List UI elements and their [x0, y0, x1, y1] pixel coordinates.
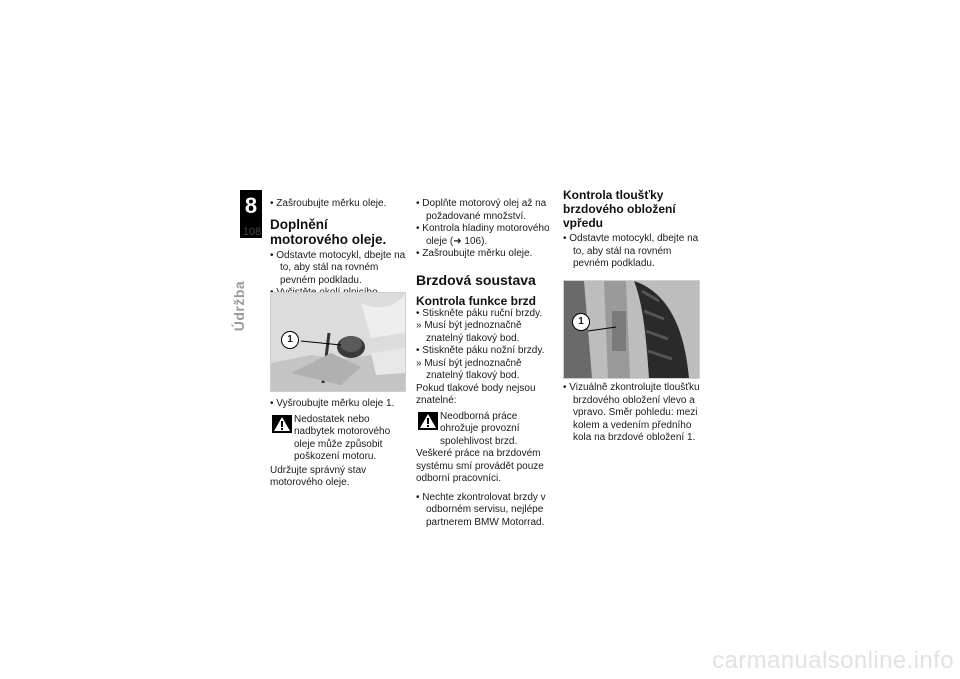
heading-brake-function: Kontrola funkce brzd	[416, 293, 537, 308]
column-3	[563, 188, 703, 271]
column-1-lower	[270, 398, 408, 490]
brake-work-note: Veškeré práce na brzdovém systému smí provádět pouze odborní pracovníci.	[416, 448, 544, 484]
page-number: 108	[242, 226, 262, 238]
section-side-label	[232, 276, 272, 336]
step-park-motorcycle-2: • Odstavte motocykl, dbejte na to, aby stál na rovném pevném podkladu.	[563, 233, 699, 269]
warning-icon	[272, 415, 292, 433]
step-park-motorcycle: • Odstavte motocykl, dbejte na to, aby stál na rovném pevném podkladu.	[270, 249, 406, 286]
brake-pad-photo	[563, 280, 700, 379]
step-unscrew-dipstick: • Vyšroubujte měrku oleje 1.	[270, 398, 395, 409]
step-hand-brake: • Stiskněte páku ruční brzdy.	[416, 307, 543, 319]
heading-brake-pad-thickness: Kontrola tloušťky brzdového obložení vpředu	[563, 188, 676, 230]
oil-warning	[270, 414, 408, 464]
callout-1: 1	[572, 313, 590, 331]
heading-oil-refill: Doplnění motorového oleje.	[270, 216, 387, 247]
oil-filler-photo	[270, 292, 406, 392]
step-foot-brake: • Stiskněte páku nožní brzdy.	[416, 345, 545, 356]
step-screw-dipstick-2: • Zašroubujte měrku oleje.	[416, 248, 533, 259]
chapter-number: 8	[244, 193, 258, 218]
step-screw-dipstick: • Zašroubujte měrku oleje.	[270, 198, 387, 209]
column-2	[416, 198, 556, 529]
oil-warning-text: Nedostatek nebo nadbytek motorového oleje může způsobit poškození motoru.	[294, 413, 391, 462]
warning-icon	[418, 412, 438, 430]
result-foot-brake: » Musí být jednoznačně znatelný tlakový bod.	[416, 357, 522, 381]
result-hand-brake: » Musí být jednoznačně znatelný tlakový bod.	[416, 320, 522, 344]
oil-level-note: Udržujte správný stav motorového oleje.	[270, 464, 367, 488]
brake-warning	[416, 411, 556, 449]
column-3-lower	[563, 382, 703, 445]
heading-brake-system: Brzdová soustava	[416, 271, 536, 288]
step-fill-oil: • Doplňte motorový olej až na požadované množství.	[416, 198, 547, 222]
brake-warning-text: Neodborná práce ohrožuje provozní spolehlivost brzd.	[440, 410, 520, 447]
step-brake-service: • Nechte zkontrolovat brzdy v odborném servisu, nejlépe partnerem BMW Motorrad.	[416, 491, 546, 528]
callout-1: 1	[281, 331, 299, 349]
watermark: carmanualsonline.info	[712, 647, 954, 674]
step-visual-check: • Vizuálně zkontrolujte tloušťku brzdového obložení vlevo a vpravo. Směr pohledu: mezi kolem a vedením předního kola na brzdové obložení 1.	[563, 382, 700, 443]
step-check-oil-level: • Kontrola hladiny motorového oleje (➜ 106).	[416, 223, 550, 247]
no-pressure-note: Pokud tlakové body nejsou znatelné:	[416, 382, 536, 406]
section-title: Údržba	[231, 280, 248, 332]
